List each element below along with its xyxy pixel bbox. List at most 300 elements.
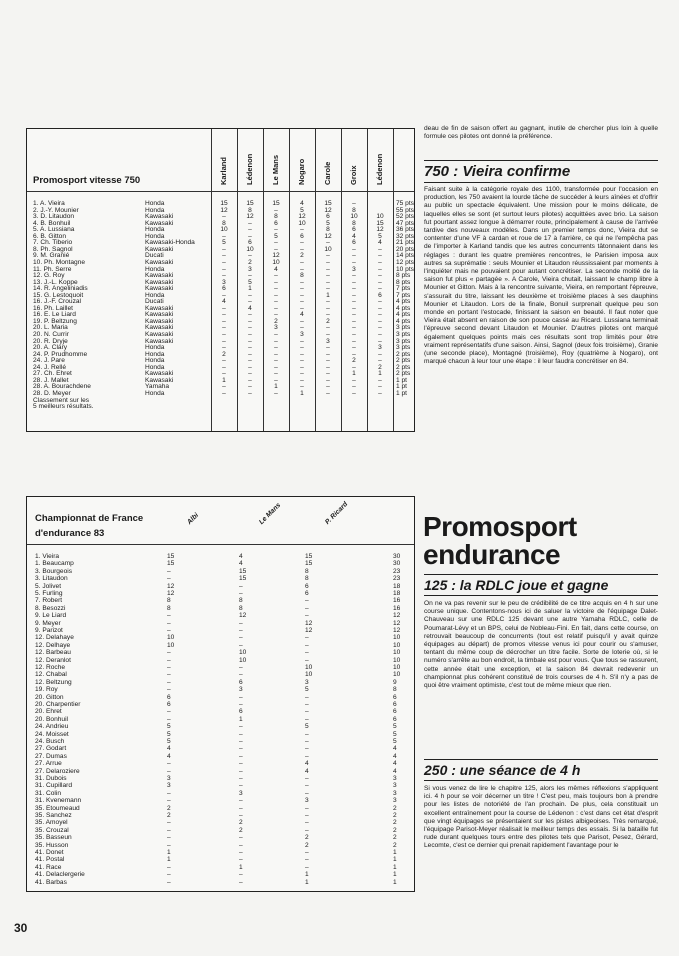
- endurance-table-title-2: d'endurance 83: [35, 528, 105, 539]
- endurance-cell: 8: [239, 604, 243, 612]
- vitesse-rider: 14. R. Angeliniadis: [33, 285, 88, 293]
- endurance-cell: 1: [305, 878, 309, 886]
- endurance-cell: –: [305, 863, 309, 871]
- endurance-rider: 1. Beaucamp: [35, 560, 74, 568]
- endurance-cell: 10: [305, 671, 313, 679]
- endurance-rider: 24. Moisset: [35, 730, 69, 738]
- vitesse-bike: Kawasaki: [145, 370, 174, 378]
- endurance-rider: 35. Basseun: [35, 834, 72, 842]
- vitesse-rider: 3. D. Litaudon: [33, 213, 75, 221]
- endurance-cell: –: [239, 701, 243, 708]
- vitesse-cell: –: [222, 389, 226, 397]
- endurance-cell: –: [239, 745, 243, 753]
- endurance-rider: 20. Bonhuil: [35, 715, 68, 723]
- endurance-points: 8: [393, 686, 397, 694]
- vitesse-cell: –: [222, 344, 226, 352]
- vitesse-rider: 28. D. Meyer: [33, 389, 71, 397]
- vitesse-cell: –: [352, 291, 356, 299]
- vitesse-cell: –: [222, 383, 226, 391]
- vitesse-cell: –: [378, 304, 382, 312]
- vitesse-bike: Ducati: [145, 252, 164, 260]
- endurance-cell: –: [239, 671, 243, 679]
- endurance-rider: 27. Delaroziere: [35, 767, 80, 775]
- vitesse-cell: 1: [222, 376, 226, 384]
- endurance-cell: –: [167, 612, 171, 620]
- endurance-points: 2: [393, 834, 397, 842]
- vitesse-cell: –: [352, 331, 356, 338]
- article-250-text: Si vous venez de lire le chapitre 125, alors les mêmes réflexions s'appliquent ici. 4 h pour se voir décerner un titre ! C'est peu, mais toujours bon à prendre pour les listes de notoriété de l'an prochain. De plus, cela constituait un excellent entraînement pour la course de Lédenon : c'est dans cet état d'esprit que vingt équipages se présentaient sur les pistes albigeoises. Très remarqué, l'équipage Parisot-Meyer réalisait le meilleur temps des essais. Si la bataille fut rude durant quelques tours entre des pilotes tels que Parisot, Pesez, Gérard, Lecomte, c'est ce dernier qui prenait rapidement l'avantage pour le: [424, 785, 658, 850]
- endurance-cell: 6: [305, 582, 309, 590]
- endurance-cell: 15: [305, 560, 313, 568]
- vitesse-cell: –: [326, 252, 330, 260]
- vitesse-cell: 4: [222, 298, 226, 306]
- endurance-cell: 15: [239, 567, 247, 575]
- vitesse-cell: –: [378, 272, 382, 280]
- endurance-cell: 4: [167, 752, 171, 760]
- vitesse-cell: –: [300, 285, 304, 293]
- endurance-cell: –: [305, 693, 309, 701]
- vitesse-cell: 15: [324, 200, 332, 207]
- endurance-cell: –: [167, 575, 171, 583]
- vitesse-cell: –: [326, 324, 330, 332]
- vitesse-cell: –: [300, 239, 304, 247]
- vitesse-cell: –: [300, 245, 304, 253]
- endurance-cell: –: [239, 641, 243, 649]
- vitesse-cell: –: [248, 291, 252, 299]
- endurance-cell: 6: [167, 701, 171, 708]
- vitesse-bike: Kawasaki: [145, 337, 174, 345]
- vitesse-cell: –: [326, 350, 330, 358]
- vitesse-points: 14 pts: [396, 252, 414, 260]
- vitesse-cell: –: [274, 291, 278, 299]
- vitesse-cell: 6: [378, 291, 382, 299]
- vitesse-cell: 6: [274, 219, 278, 227]
- vitesse-cell: –: [248, 337, 252, 345]
- endurance-cell: 15: [239, 575, 247, 583]
- endurance-cell: 10: [239, 656, 247, 664]
- endurance-cell: –: [239, 834, 243, 842]
- vitesse-cell: –: [300, 357, 304, 365]
- vitesse-bike: Kawasaki: [145, 331, 174, 338]
- vitesse-points: 8 pts: [396, 272, 411, 280]
- endurance-cell: –: [167, 760, 171, 768]
- vitesse-cell: –: [378, 285, 382, 293]
- vitesse-bike: Honda: [145, 344, 165, 352]
- vitesse-bike: Honda: [145, 232, 165, 240]
- vitesse-cell: –: [300, 317, 304, 325]
- vitesse-rider: 9. M. Granié: [33, 252, 70, 260]
- endurance-points: 16: [393, 604, 401, 612]
- vitesse-cell: –: [352, 337, 356, 345]
- vitesse-cell: –: [222, 324, 226, 332]
- vitesse-bike: Yamaha: [145, 383, 170, 391]
- vitesse-cell: –: [248, 331, 252, 338]
- vitesse-col-header: Lédenon: [375, 153, 384, 185]
- endurance-rider: 20. Gitton: [35, 693, 64, 701]
- vitesse-rider: 2. J.-Y. Mounier: [33, 206, 79, 214]
- endurance-cell: 4: [239, 560, 243, 568]
- vitesse-bike: Kawasaki: [145, 324, 174, 332]
- vitesse-cell: –: [222, 245, 226, 253]
- endurance-cell: 3: [305, 678, 309, 686]
- endurance-points: 5: [393, 723, 397, 731]
- vitesse-rider: 10. Ph. Montagne: [33, 258, 86, 266]
- endurance-cell: –: [305, 730, 309, 738]
- endurance-cell: –: [239, 738, 243, 745]
- endurance-points: 30: [393, 560, 401, 568]
- endurance-rider: 9. Le Liard: [35, 612, 67, 620]
- vitesse-points: 3 pts: [396, 337, 411, 345]
- vitesse-cell: –: [352, 311, 356, 319]
- rule-250-bottom: [424, 780, 658, 781]
- endurance-rider: 12. Barbeau: [35, 649, 71, 657]
- vitesse-rider: 13. J.-L. Koppe: [33, 278, 78, 286]
- vitesse-cell: –: [248, 376, 252, 384]
- endurance-points: 1: [393, 878, 397, 886]
- vitesse-cell: –: [248, 350, 252, 358]
- vitesse-cell: –: [378, 324, 382, 332]
- vitesse-header-divider: [27, 191, 414, 192]
- endurance-rider: 35. Husson: [35, 841, 69, 849]
- endurance-points: 5: [393, 738, 397, 745]
- vitesse-cell: –: [378, 376, 382, 384]
- endurance-cell: 4: [239, 553, 243, 560]
- vitesse-rider: 24. P. Prudhomme: [33, 350, 88, 358]
- vitesse-cell: 3: [352, 265, 356, 273]
- vitesse-cell: –: [248, 317, 252, 325]
- endurance-cell: 6: [305, 590, 309, 597]
- vitesse-cell: –: [274, 331, 278, 338]
- vitesse-cell: –: [248, 232, 252, 240]
- endurance-cell: 15: [167, 553, 175, 560]
- endurance-points: 10: [393, 656, 401, 664]
- endurance-cell: –: [167, 797, 171, 805]
- vitesse-cell: –: [222, 363, 226, 371]
- vitesse-rider: 16. E. Le Liard: [33, 311, 76, 319]
- endurance-cell: –: [239, 730, 243, 738]
- vitesse-cell: –: [222, 337, 226, 345]
- vitesse-cell: 15: [376, 219, 384, 227]
- page-number: 30: [14, 921, 28, 935]
- vitesse-bike: Kawasaki: [145, 278, 174, 286]
- vitesse-cell: –: [222, 357, 226, 365]
- endurance-cell: 3: [167, 775, 171, 782]
- vitesse-cell: 2: [222, 350, 226, 358]
- vitesse-cell: 3: [326, 337, 330, 345]
- vitesse-cell: 10: [324, 245, 332, 253]
- vitesse-cell: –: [248, 370, 252, 378]
- vitesse-cell: –: [378, 278, 382, 286]
- vitesse-cell: –: [326, 258, 330, 266]
- endurance-cell: –: [167, 715, 171, 723]
- vitesse-cell: –: [352, 245, 356, 253]
- endurance-cell: 10: [167, 641, 175, 649]
- vitesse-points: 32 pts: [396, 232, 414, 240]
- endurance-cell: 8: [167, 604, 171, 612]
- endurance-rider: 35. Sanchez: [35, 812, 72, 819]
- vitesse-cell: 15: [246, 200, 254, 207]
- endurance-points: 3: [393, 789, 397, 797]
- vitesse-cell: 10: [220, 226, 228, 234]
- vitesse-cell: –: [352, 324, 356, 332]
- vitesse-cell: 12: [298, 213, 306, 221]
- vitesse-cell: 4: [300, 311, 304, 319]
- vitesse-cell: –: [274, 370, 278, 378]
- vitesse-cell: –: [352, 344, 356, 352]
- vitesse-cell: 3: [378, 344, 382, 352]
- vitesse-cell: 10: [246, 245, 254, 253]
- endurance-cell: 4: [305, 767, 309, 775]
- endurance-points: 5: [393, 730, 397, 738]
- vitesse-cell: 8: [352, 219, 356, 227]
- vitesse-bike: Honda: [145, 291, 165, 299]
- vitesse-col-header: Groix: [349, 165, 358, 185]
- vitesse-points: 3 pts: [396, 324, 411, 332]
- endurance-cell: –: [239, 582, 243, 590]
- endurance-cell: –: [167, 826, 171, 834]
- vitesse-col-header: Le Mans: [271, 154, 280, 185]
- endurance-cell: –: [239, 619, 243, 627]
- vitesse-cell: 12: [246, 213, 254, 221]
- vitesse-bike: Honda: [145, 389, 165, 397]
- endurance-cell: –: [305, 826, 309, 834]
- vitesse-rider: 20. N. Currir: [33, 331, 69, 338]
- endurance-cell: –: [167, 878, 171, 886]
- endurance-points: 16: [393, 597, 401, 605]
- vitesse-cell: –: [300, 324, 304, 332]
- endurance-points: 10: [393, 634, 401, 642]
- vitesse-cell: –: [248, 252, 252, 260]
- endurance-rider: 12. Roche: [35, 664, 66, 671]
- endurance-rider: 5. Jolivet: [35, 582, 62, 590]
- endurance-points: 3: [393, 782, 397, 790]
- endurance-cell: 2: [305, 841, 309, 849]
- endurance-cell: 12: [167, 582, 175, 590]
- vitesse-table-title: Promosport vitesse 750: [33, 175, 141, 186]
- endurance-cell: –: [167, 649, 171, 657]
- vitesse-cell: –: [352, 252, 356, 260]
- vitesse-cell: –: [378, 311, 382, 319]
- endurance-cell: –: [305, 715, 309, 723]
- vitesse-cell: –: [326, 285, 330, 293]
- endurance-points: 1: [393, 871, 397, 879]
- endurance-cell: –: [239, 804, 243, 812]
- endurance-cell: –: [167, 567, 171, 575]
- article-750-text: Faisant suite à la catégorie royale des 1100, transformée pour l'occasion en production, les 750 avaient la lourde tâche de succéder à leurs aînées et d'offrir au public un spectacle équivalent. Une mission pour le moins délicate, de laquelles elles se sont (et surtout leurs pilotes) acquittées avec brio. La saison fut pourtant assez longue à démarrer route, principalement à cause de l'arrivée tardive des nouveaux modèles. Dans un premier temps donc, Vieira dut se contenter d'une VF à cardan et roue de 17 à l'arrière, ce qui ne l'empêcha pas de l'importer à Karland tandis que les autres concurrents tâtonnaient dans les réglages : durant les quatre premières rencontres, le Parisien imposa aux autres sa suprématie : seuls Mounier et Litaudon réussissaient par moments à l'inquiéter mais ne pouvaient pour autant concrétiser. La seconde moitié de la saison fut plus « partagée ». A Carole, Vieira chutait, laissant le champ libre à Mounier et Gitton. Mais à la rencontre suivante, Vieira, en remportant l'épreuve, s'assurait du titre, laissant les deuxième et troisième places à ses dauphins Mounier et Litaudon. Lors de la finale, Bonuil surprenait quelque peu son monde en portant l'estocade, finissant la saison en beauté. Il faut noter que Vieira était absent en raison de son pouce cassé au Ricard. Lussiana terminait l'épreuve second devant Litaudon et Mounier. D'autres pilotes ont marqué également quelques points mais ces résultats sont trop limités pour être vraiment représentatifs d'une saison. Ainsi, Sagnol (deux fois troisième), Granie (une seconde place), Montagné (troisième), Roy (quatrième à Nogaro), ont marqué chacun à leur tour une étape : il leur faudra concrétiser en 84.: [424, 186, 658, 366]
- vitesse-cell: –: [248, 389, 252, 397]
- vitesse-cell: –: [248, 272, 252, 280]
- vitesse-col-header: Karland: [219, 157, 228, 185]
- vitesse-cell: 2: [274, 317, 278, 325]
- vitesse-cell: 6: [326, 213, 330, 221]
- vitesse-cell: –: [300, 383, 304, 391]
- vitesse-cell: 2: [326, 317, 330, 325]
- endurance-cell: –: [305, 775, 309, 782]
- vitesse-points: 4 pts: [396, 317, 411, 325]
- vitesse-cell: –: [352, 200, 356, 207]
- endurance-cell: 2: [167, 804, 171, 812]
- vitesse-cell: –: [352, 350, 356, 358]
- vitesse-cell: 4: [248, 304, 252, 312]
- vitesse-cell: –: [326, 239, 330, 247]
- endurance-points: 10: [393, 641, 401, 649]
- vitesse-rider: 24. J. Pare: [33, 357, 65, 365]
- vitesse-cell: 5: [222, 239, 226, 247]
- endurance-cell: –: [239, 760, 243, 768]
- vitesse-cell: –: [274, 272, 278, 280]
- endurance-cell: 10: [167, 634, 175, 642]
- big-title-line-1: Promosport: [423, 511, 577, 542]
- vitesse-points: 2 pts: [396, 370, 411, 378]
- vitesse-bike: Kawasaki: [145, 245, 174, 253]
- endurance-cell: –: [305, 819, 309, 827]
- endurance-cell: 8: [239, 597, 243, 605]
- vitesse-cell: 12: [324, 232, 332, 240]
- vitesse-cell: –: [300, 370, 304, 378]
- vitesse-bike: Kawasaki: [145, 285, 174, 293]
- vitesse-cell: –: [378, 337, 382, 345]
- vitesse-points: 12 pts: [396, 258, 414, 266]
- endurance-rider: 41. Barbas: [35, 878, 67, 886]
- vitesse-points: 8 pts: [396, 278, 411, 286]
- endurance-rider: 7. Robert: [35, 597, 63, 605]
- endurance-points: 18: [393, 590, 401, 597]
- vitesse-cell: 8: [274, 213, 278, 221]
- endurance-cell: –: [239, 849, 243, 856]
- vitesse-rider: 27. Ch. Ehret: [33, 370, 72, 378]
- vitesse-bike: Kawasaki-Honda: [145, 239, 195, 247]
- vitesse-cell: –: [378, 357, 382, 365]
- vitesse-cell: 6: [352, 226, 356, 234]
- vitesse-cell: –: [300, 337, 304, 345]
- vitesse-cell: –: [352, 285, 356, 293]
- endurance-cell: –: [305, 782, 309, 790]
- endurance-cell: 1: [167, 856, 171, 864]
- endurance-cell: –: [305, 612, 309, 620]
- endurance-col-header: P. Ricard: [324, 500, 350, 526]
- endurance-cell: –: [305, 738, 309, 745]
- vitesse-points: 4 pts: [396, 298, 411, 306]
- endurance-cell: –: [305, 812, 309, 819]
- vitesse-cell: 10: [350, 213, 358, 221]
- endurance-rider: 19. Roy: [35, 686, 58, 694]
- vitesse-points: 1 pt: [396, 376, 407, 384]
- endurance-cell: 6: [239, 678, 243, 686]
- rule-750-bottom: [424, 182, 658, 183]
- vitesse-cell: 8: [248, 206, 252, 214]
- endurance-cell: –: [239, 590, 243, 597]
- vitesse-cell: –: [300, 304, 304, 312]
- vitesse-cell: –: [378, 350, 382, 358]
- endurance-cell: 10: [305, 664, 313, 671]
- vitesse-cell: –: [248, 357, 252, 365]
- vitesse-cell: –: [326, 304, 330, 312]
- vitesse-cell: 5: [274, 232, 278, 240]
- vitesse-cell: –: [274, 298, 278, 306]
- endurance-points: 1: [393, 849, 397, 856]
- endurance-cell: –: [239, 871, 243, 879]
- vitesse-cell: 6: [222, 285, 226, 293]
- vitesse-cell: 1: [248, 285, 252, 293]
- vitesse-bike: Honda: [145, 350, 165, 358]
- vitesse-points: 1 pt: [396, 383, 407, 391]
- endurance-cell: 2: [167, 812, 171, 819]
- vitesse-cell: –: [300, 298, 304, 306]
- vitesse-cell: 4: [274, 265, 278, 273]
- vitesse-cell: –: [300, 226, 304, 234]
- endurance-cell: 1: [239, 863, 243, 871]
- vitesse-cell: –: [274, 285, 278, 293]
- vitesse-cell: 10: [376, 213, 384, 221]
- endurance-cell: 8: [305, 575, 309, 583]
- endurance-cell: –: [167, 708, 171, 716]
- vitesse-points: 2 pts: [396, 350, 411, 358]
- vitesse-cell: –: [300, 376, 304, 384]
- vitesse-cell: –: [300, 278, 304, 286]
- vitesse-cell: 8: [352, 206, 356, 214]
- vitesse-cell: –: [274, 239, 278, 247]
- endurance-rider: 35. Etoumeaud: [35, 804, 80, 812]
- endurance-rider: 9. Meyer: [35, 619, 61, 627]
- vitesse-cell: –: [378, 383, 382, 391]
- vitesse-cell: –: [352, 317, 356, 325]
- endurance-points: 12: [393, 612, 401, 620]
- vitesse-cell: –: [378, 258, 382, 266]
- vitesse-cell: –: [248, 363, 252, 371]
- vitesse-cell: 2: [378, 363, 382, 371]
- endurance-cell: –: [167, 841, 171, 849]
- vitesse-cell: –: [222, 258, 226, 266]
- vitesse-cell: –: [352, 383, 356, 391]
- vitesse-bike: Honda: [145, 206, 165, 214]
- vitesse-cell: –: [274, 206, 278, 214]
- endurance-cell: 12: [305, 619, 313, 627]
- vitesse-cell: 3: [300, 331, 304, 338]
- vitesse-cell: –: [222, 311, 226, 319]
- vitesse-cell: –: [352, 363, 356, 371]
- endurance-cell: –: [167, 678, 171, 686]
- vitesse-rider: 8. Ph. Sagnol: [33, 245, 73, 253]
- vitesse-points: 2 pts: [396, 363, 411, 371]
- endurance-cell: –: [167, 656, 171, 664]
- endurance-rider: 8. Besozzi: [35, 604, 66, 612]
- vitesse-cell: –: [378, 252, 382, 260]
- vitesse-cell: 8: [326, 226, 330, 234]
- endurance-rider: 35. Amoyel: [35, 819, 68, 827]
- endurance-cell: –: [239, 634, 243, 642]
- vitesse-cell: –: [378, 265, 382, 273]
- endurance-cell: 3: [167, 782, 171, 790]
- endurance-cell: 5: [167, 723, 171, 731]
- endurance-cell: –: [239, 812, 243, 819]
- vitesse-cell: 10: [272, 258, 280, 266]
- vitesse-cell: –: [352, 278, 356, 286]
- endurance-points: 6: [393, 708, 397, 716]
- vitesse-points: 52 pts: [396, 213, 414, 221]
- endurance-cell: –: [305, 849, 309, 856]
- vitesse-rider: 5. A. Lussiana: [33, 226, 75, 234]
- endurance-cell: 4: [305, 760, 309, 768]
- vitesse-cell: –: [274, 357, 278, 365]
- vitesse-cell: –: [222, 272, 226, 280]
- rule-750-top: [424, 160, 658, 161]
- vitesse-cell: –: [326, 298, 330, 306]
- endurance-rider: 41. Race: [35, 863, 62, 871]
- vitesse-cell: –: [300, 258, 304, 266]
- endurance-cell: 10: [239, 649, 247, 657]
- vitesse-bike: Kawasaki: [145, 311, 174, 319]
- vitesse-col-divider: [393, 129, 394, 431]
